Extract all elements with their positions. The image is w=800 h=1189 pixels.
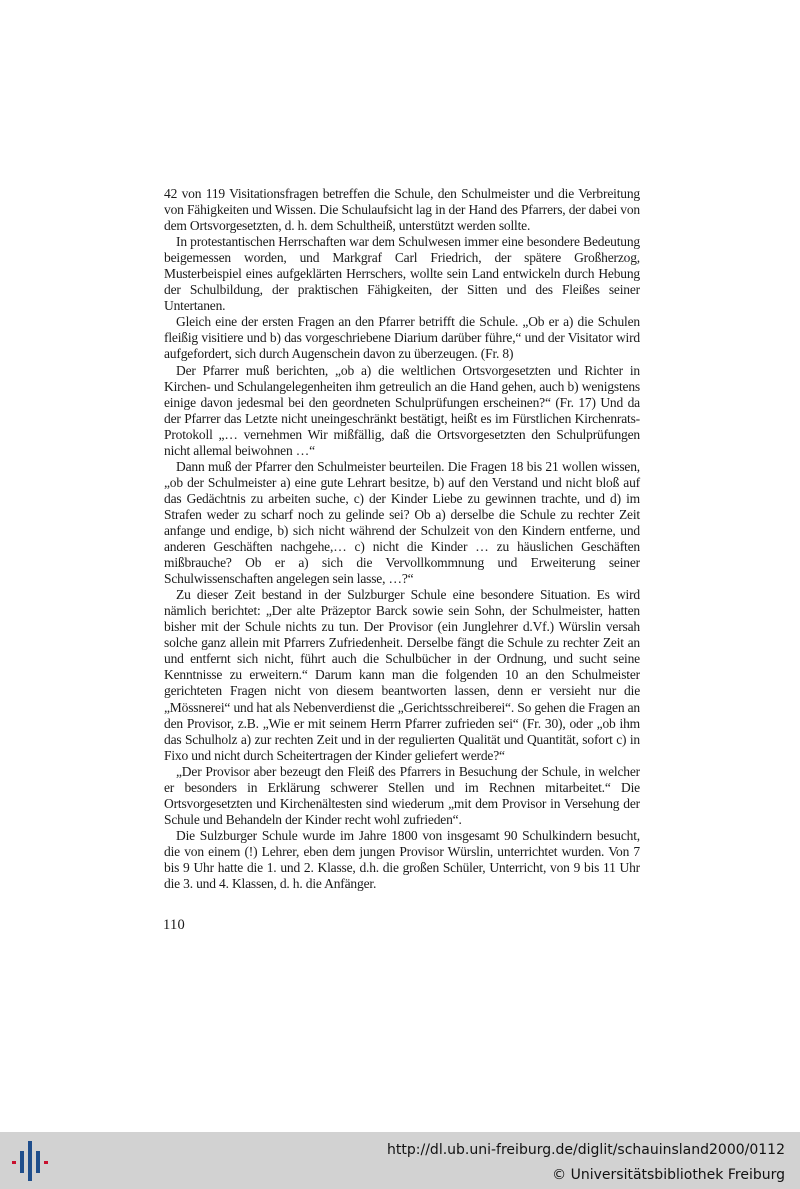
paragraph: Der Pfarrer muß berichten, „ob a) die weltlichen Ortsvorgesetzten und Richter in Kirchen- und Schulangelegenheiten ihm getreulich an die Hand gehen, auch b) wenigstens einige davon jedesmal bei den geordneten Schulprüfungen erscheinen?“ (Fr. 17) Und da der Pfarrer das Letzte nicht uneingeschränkt bestätigt, heißt es im Fürstlichen Kirchenrats-Protokoll „… vernehmen Wir mißfällig, daß die Ortsvorgesetzten den Schulprüfungen nicht allemal beiwohnen …“ [164,362,640,458]
page-number: 110 [163,917,186,933]
paragraph: Dann muß der Pfarrer den Schulmeister beurteilen. Die Fragen 18 bis 21 wollen wissen, „ob der Schulmeister a) eine gute Lehrart besitze, b) auf den Verstand und nicht bloß auf das Gedächtnis zu arbeiten suche, c) der Kinder Liebe zu gewinnen trachte, und d) im Strafen weder zu scharf noch zu gelinde sei? Ob a) derselbe die Schule zu rechter Zeit anfange und endige, b) sich nicht während der Schulzeit von den Kindern entferne, und anderen Geschäften nachgehe,… c) nicht die Kinder … zu häuslichen Geschäften mißbrauche? Ob er a) sich die Vervollkommnung und Erweiterung seiner Schulwissenschaften angelegen sein lasse, …?“ [164,458,640,587]
page-body [164,186,640,892]
paragraph: 42 von 119 Visitationsfragen betreffen die Schule, den Schulmeister und die Verbreitung von Fähigkeiten und Wissen. Die Schulaufsicht lag in der Hand des Pfarrers, der dabei von dem Ortsvorgesetzten, d. h. dem Schultheiß, unterstützt werden sollte. [164,186,640,234]
paragraph: Die Sulzburger Schule wurde im Jahre 1800 von insgesamt 90 Schulkindern besucht, die von einem (!) Lehrer, eben dem jungen Provisor Würslin, unterrichtet wurden. Von 7 bis 9 Uhr hatte die 1. und 2. Klasse, d.h. die großen Schüler, Unterricht, von 9 bis 11 Uhr die 3. und 4. Klassen, d. h. die Anfänger. [164,827,640,892]
footer-bar [0,1132,800,1189]
paragraph: Gleich eine der ersten Fragen an den Pfarrer betrifft die Schule. „Ob er a) die Schulen fleißig visitiere und b) das vorgeschriebene Diarium darüber führe,“ und der Visitator wird aufgefordert, sich durch Augenschein davon zu überzeugen. (Fr. 8) [164,314,640,362]
permalink-url[interactable]: http://dl.ub.uni-freiburg.de/diglit/schauinsland2000/0112 [387,1142,785,1158]
ub-freiburg-logo-icon [8,1139,52,1183]
paragraph: Zu dieser Zeit bestand in der Sulzburger Schule eine besondere Situation. Es wird nämlich berichtet: „Der alte Präzeptor Barck sowie sein Sohn, der Schulmeister, hatten bisher mit der Schule nichts zu tun. Der Provisor (ein Junglehrer d.Vf.) Würslin versah solche ganz allein mit Pfarrers Zufriedenheit. Derselbe fängt die Schule zu rechter Zeit an und entfernt sich nicht, führt auch die Schulbücher in der Ordnung, und sucht seine Kenntnisse zu erweitern.“ Darum kann man die folgenden 10 an den Schulmeister gerichteten Fragen nicht von diesem beantworten lassen, denn er versieht nur die „Mössnerei“ und hat als Nebenverdienst die „Gerichtsschreiberei“. So gehen die Fragen an den Provisor, z.B. „Wie er mit seinem Herrn Pfarrer zufrieden sei“ (Fr. 30), oder „ob ihm das Schulholz a) zur rechten Zeit und in der regulierten Qualität und Quantität, sofort c) in Fixo und nicht durch Scheitertragen der Kinder geliefert werde?“ [164,587,640,763]
copyright-notice: © Universitätsbibliothek Freiburg [552,1167,785,1183]
paragraph: „Der Provisor aber bezeugt den Fleiß des Pfarrers in Besuchung der Schule, in welcher er besonders in Erklärung schwerer Stellen und im Rechnen mitarbeitet.“ Die Ortsvorgesetzten und Kirchenältesten sind wiederum „mit dem Provisor in Versehung der Schule und Behandeln der Kinder recht wohl zufrieden“. [164,763,640,827]
paragraph: In protestantischen Herrschaften war dem Schulwesen immer eine besondere Bedeutung beigemessen worden, und Markgraf Carl Friedrich, der spätere Großherzog, Musterbeispiel eines aufgeklärten Herrschers, wollte sein Land entwickeln durch Hebung der Schulbildung, der praktischen Fähigkeiten, der Sitten und des Fleißes seiner Untertanen. [164,234,640,314]
